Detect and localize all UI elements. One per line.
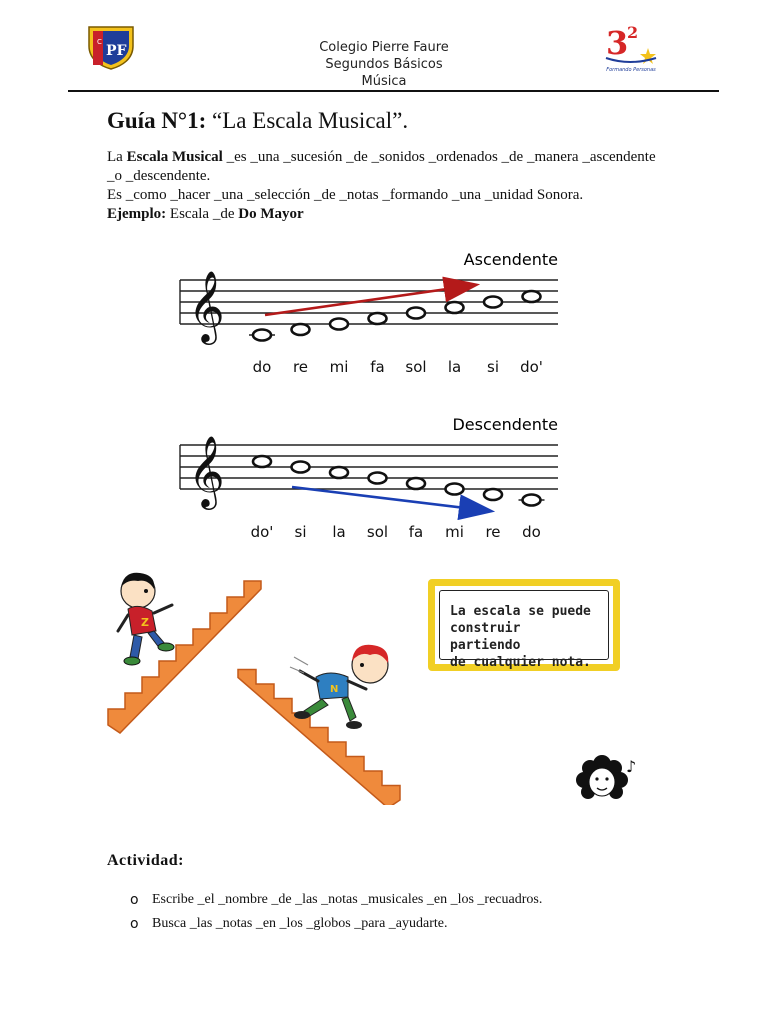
whole-note bbox=[407, 308, 425, 319]
activity-list bbox=[130, 888, 542, 936]
descending-scale-staff bbox=[170, 410, 570, 550]
intro-paragraph: La Escala Musical _es _una _sucesión _de _sonidos _ordenados _de _manera _ascendente _o _descendente. Es _como _hacer _una _selección _de _notas _formando _una _unidad Sonora. Ejemplo: Escala _de Do Mayor bbox=[107, 149, 656, 222]
subject-name: Música bbox=[361, 74, 407, 89]
whole-note bbox=[369, 473, 387, 484]
curly-character-icon bbox=[574, 752, 644, 804]
tip-line-2: construir partiendo bbox=[450, 621, 521, 653]
note-label: fa bbox=[408, 523, 424, 541]
tip-bubble bbox=[428, 579, 620, 671]
whole-note bbox=[523, 291, 541, 302]
note-label: la bbox=[332, 523, 346, 541]
activity-item: o Escribe _el _nombre _de _las _notas _musicales _en _los _recuadros. bbox=[130, 892, 543, 908]
note-label: si bbox=[294, 523, 307, 541]
whole-note bbox=[292, 324, 310, 335]
note-label: mi bbox=[445, 523, 464, 541]
treble-clef-icon: 𝄞 bbox=[188, 434, 225, 507]
svg-text:N: N bbox=[330, 684, 339, 695]
ascending-scale-staff bbox=[170, 245, 570, 385]
note-label: mi bbox=[329, 358, 349, 376]
whole-note bbox=[253, 456, 271, 467]
activity-item: o Busca _las _notas _en _los _globos _para _ayudarte. bbox=[130, 916, 448, 932]
note-label: sol bbox=[366, 523, 389, 541]
note-label: re bbox=[485, 523, 501, 541]
note-label: do bbox=[252, 358, 272, 376]
note-label: si bbox=[487, 358, 499, 376]
stairs-illustration bbox=[104, 565, 414, 805]
whole-note bbox=[446, 484, 464, 495]
activity-heading: Actividad: bbox=[107, 852, 184, 869]
ascending-arrow-icon bbox=[265, 285, 475, 315]
logo-letters-pf: PF bbox=[106, 43, 127, 59]
whole-note bbox=[446, 302, 464, 313]
grade-level: Segundos Básicos bbox=[325, 57, 443, 72]
boy-climbing-icon bbox=[118, 573, 174, 665]
whole-note bbox=[330, 467, 348, 478]
logo-number: 3 bbox=[606, 24, 629, 62]
descending-title: Descendente bbox=[452, 415, 558, 434]
whole-note bbox=[523, 495, 541, 506]
note-label: sol bbox=[405, 358, 427, 376]
whole-note bbox=[330, 319, 348, 330]
whole-note bbox=[484, 297, 502, 308]
logo-superscript: 2 bbox=[627, 23, 639, 42]
svg-text:Z: Z bbox=[141, 616, 149, 629]
whole-note bbox=[253, 330, 271, 341]
treble-clef-icon: 𝄞 bbox=[188, 269, 225, 342]
tip-line-3: de cualquier nota. bbox=[450, 655, 591, 670]
note-label: fa bbox=[370, 358, 385, 376]
boy-descending-icon bbox=[290, 645, 388, 729]
whole-note bbox=[369, 313, 387, 324]
page-title: Guía N°1: “La Escala Musical”. bbox=[107, 108, 409, 133]
whole-note bbox=[407, 478, 425, 489]
note-label: do' bbox=[520, 358, 543, 376]
note-label: do bbox=[522, 523, 541, 541]
header-divider bbox=[68, 90, 719, 92]
school-name: Colegio Pierre Faure bbox=[319, 40, 449, 55]
anniversary-logo bbox=[600, 20, 662, 74]
logo-letter-c: C bbox=[97, 38, 102, 46]
whole-note bbox=[292, 462, 310, 473]
logo-caption: Formando Personas bbox=[606, 67, 656, 73]
tip-line-1: La escala se puede bbox=[450, 604, 591, 619]
music-note-icon: ♪ bbox=[626, 757, 637, 776]
whole-note bbox=[484, 489, 502, 500]
note-label: do' bbox=[250, 523, 274, 541]
note-label: re bbox=[292, 358, 309, 376]
ascending-title: Ascendente bbox=[463, 250, 558, 269]
note-label: la bbox=[447, 358, 462, 376]
